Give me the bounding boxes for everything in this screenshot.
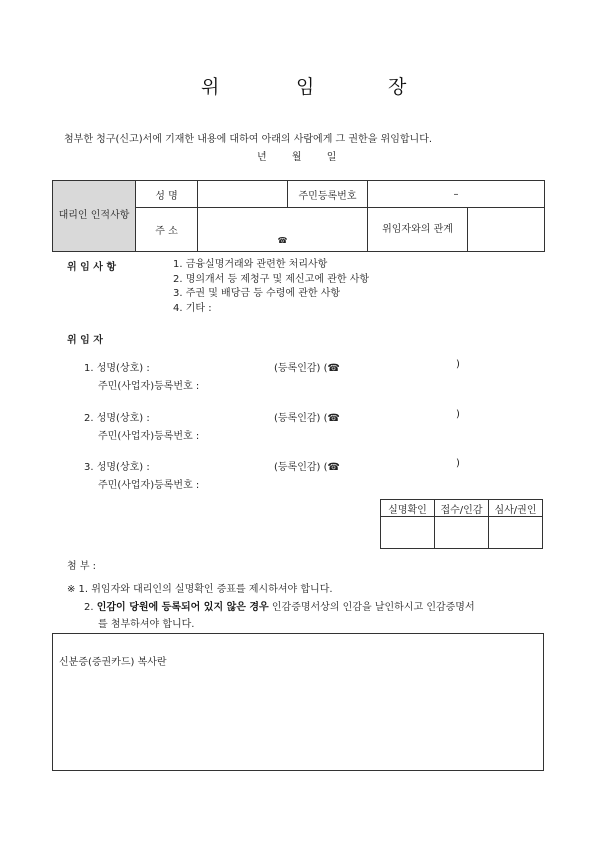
stamp-header: 실명확인 <box>381 500 435 517</box>
stamp-cell[interactable] <box>489 517 543 549</box>
grantor-name-label: 3. 성명(상호) : <box>84 462 150 473</box>
document-title <box>0 72 595 96</box>
grantor-id-label: 주민(사업자)등록번호 : <box>98 381 200 392</box>
id-copy-label: 신분증(증권카드) 복사란 <box>59 657 167 668</box>
delegation-item: 4. 기타 : <box>173 302 212 314</box>
address-label: 주 소 <box>136 208 198 252</box>
grantor-phone-close: ) <box>456 458 460 469</box>
grantor-name-label: 1. 성명(상호) : <box>84 363 150 374</box>
note-2-continued: 를 첨부하셔야 합니다. <box>98 619 195 630</box>
stamp-cell[interactable] <box>381 517 435 549</box>
title-char: 임 <box>296 76 315 98</box>
agent-name-field[interactable] <box>198 181 288 208</box>
agent-info-header: 대리인 인적사항 <box>53 181 136 252</box>
grantor-seal-label: (등록인감) (☎ <box>274 413 340 424</box>
grantor-id-label: 주민(사업자)등록번호 : <box>98 431 200 442</box>
agent-address-field[interactable] <box>198 208 368 252</box>
grantor-seal-label: (등록인감) (☎ <box>274 462 340 473</box>
verification-stamp-table <box>380 499 543 549</box>
stamp-header: 심사/권인 <box>489 500 543 517</box>
delegation-label: 위 임 사 항 <box>67 262 117 273</box>
grantor-phone-close: ) <box>456 409 460 420</box>
date-month: 월 <box>291 152 302 163</box>
note-1: ※ 1. 위임자와 대리인의 실명확인 증표를 제시하셔야 합니다. <box>67 584 333 595</box>
note-2: 2. 인감이 당원에 등록되어 있지 않은 경우 인감증명서상의 인감을 날인하시고 인감증명서 <box>84 602 475 613</box>
id-separator: – <box>453 188 459 200</box>
date-day: 일 <box>326 152 337 163</box>
delegation-item: 2. 명의개서 등 제청구 및 제신고에 관한 사항 <box>173 273 370 285</box>
agent-id-number-field[interactable] <box>368 181 545 208</box>
grantor-name-label: 2. 성명(상호) : <box>84 413 150 424</box>
delegation-item: 3. 주권 및 배당금 등 수령에 관한 사항 <box>173 288 341 300</box>
title-char: 장 <box>388 76 407 98</box>
stamp-cell[interactable] <box>435 517 489 549</box>
date-line <box>257 148 358 163</box>
grantor-id-label: 주민(사업자)등록번호 : <box>98 480 200 491</box>
attachments-label: 첨 부 : <box>67 561 97 572</box>
agent-info-table <box>52 180 545 252</box>
id-number-label: 주민등록번호 <box>288 181 368 208</box>
date-year: 년 <box>257 152 267 163</box>
stamp-header: 접수/인감 <box>435 500 489 517</box>
name-label: 성 명 <box>136 181 198 208</box>
intro-text: 첨부한 청구(신고)서에 기재한 내용에 대하여 아래의 사람에게 그 권한을 위임합니다. <box>64 134 433 145</box>
note-2-emphasis: 인감이 당원에 등록되어 있지 않은 경우 <box>96 602 269 613</box>
grantor-phone-close: ) <box>456 359 460 370</box>
grantor-seal-label: (등록인감) (☎ <box>274 363 340 374</box>
grantor-title: 위 임 자 <box>67 335 103 346</box>
delegation-item: 1. 금융실명거래와 관련한 처리사항 <box>173 259 328 270</box>
id-copy-box[interactable] <box>52 633 544 771</box>
delegation-items <box>173 258 369 316</box>
title-char: 위 <box>201 76 220 98</box>
relation-label: 위임자와의 관계 <box>368 208 468 252</box>
relation-field[interactable] <box>468 208 545 252</box>
phone-icon: ☎ <box>277 235 288 245</box>
